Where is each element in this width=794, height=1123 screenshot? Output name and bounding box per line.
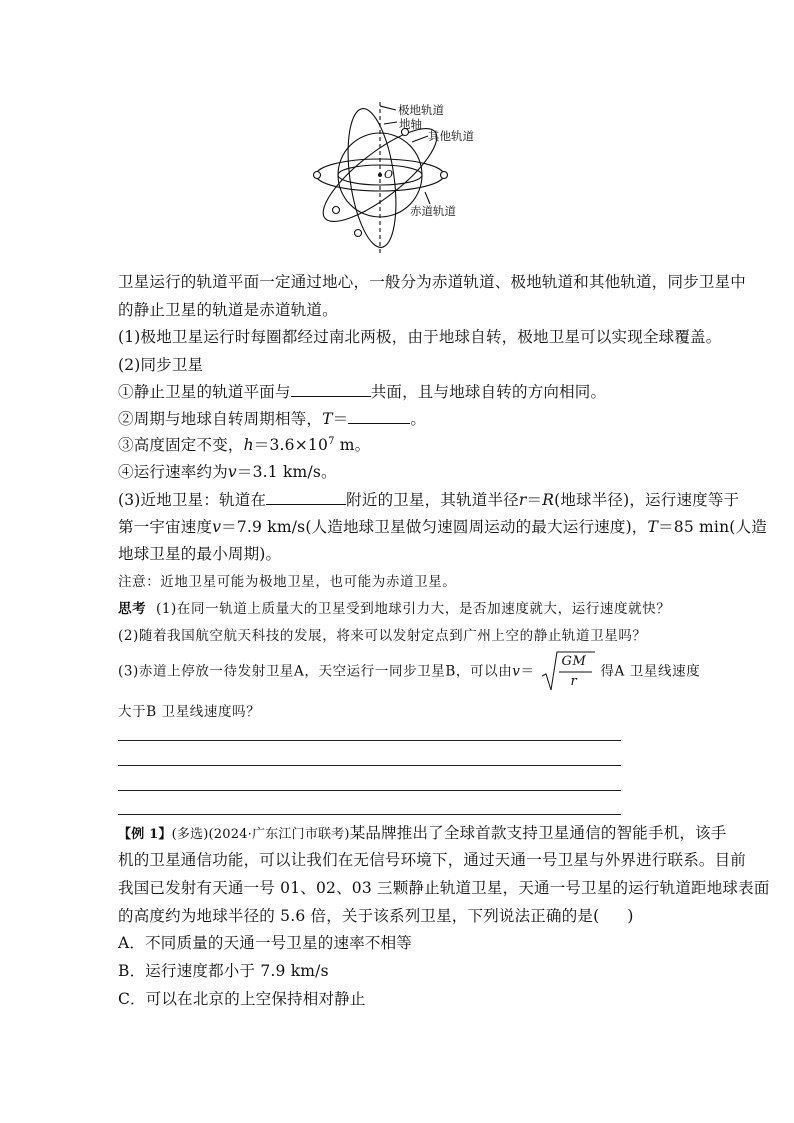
blank-3[interactable]: [266, 490, 346, 505]
sync-heading: (2)同步卫星: [118, 356, 204, 374]
sync-item-4: ④运行速率约为v＝3.1 km/s。: [118, 463, 337, 481]
example-line-1: 【例 1】(多选)(2024·广东江门市联考)某品牌推出了全球首款支持卫星通信的智能手机，该手: [118, 824, 727, 842]
example-tag: 【例 1】: [118, 827, 172, 842]
intro-line-2: 的静止卫星的轨道是赤道轨道。: [118, 301, 338, 319]
option-b[interactable]: B．运行速度都小于 7.9 km/s: [118, 962, 329, 980]
think-q3-line-2: 大于B 卫星线速度吗？: [118, 704, 261, 720]
example-line-4: 的高度约为地球半径的 5.6 倍，关于该系列卫星，下列说法正确的是( ): [118, 907, 634, 925]
orbit-diagram: [300, 96, 500, 261]
satellite-lower-left: [333, 207, 340, 214]
answer-line-2[interactable]: [118, 765, 621, 766]
polar-orbit: [340, 106, 403, 251]
answer-line-1[interactable]: [118, 740, 621, 741]
answer-line-3[interactable]: [118, 790, 621, 791]
think-q3: (3)赤道上停放一待发射卫星A，天空运行一同步卫星B，可以由v＝ GM r 得A 卫星线速度: [118, 650, 700, 694]
near-line-1: (3)近地卫星：轨道在 附近的卫星，其轨道半径r＝R(地球半径)，运行速度等于: [118, 491, 740, 509]
polar-satellite-text: (1)极地卫星运行时每圈都经过南北两极，由于地球自转，极地卫星可以实现全球覆盖。: [118, 328, 722, 346]
label-earth-axis: 地轴: [399, 117, 422, 131]
satellite-left: [314, 172, 321, 179]
label-center: O: [384, 168, 394, 181]
think-label: 思考: [118, 601, 147, 617]
example-line-2: 机的卫星通信功能，可以让我们在无信号环境下，通过天通一号卫星与外界进行联系。目前: [118, 851, 747, 869]
intro-line-1: 卫星运行的轨道平面一定通过地心，一般分为赤道轨道、极地轨道和其他轨道，同步卫星中: [118, 273, 747, 291]
satellite-right: [441, 172, 448, 179]
sqrt-formula: GM r: [540, 650, 596, 694]
label-other-orbit: 其他轨道: [428, 129, 474, 143]
option-c[interactable]: C．可以在北京的上空保持相对静止: [118, 990, 366, 1008]
answer-line-4[interactable]: [118, 814, 621, 815]
note-text: 注意：近地卫星可能为极地卫星，也可能为赤道卫星。: [118, 574, 457, 590]
option-a[interactable]: A．不同质量的天通一号卫星的速率不相等: [118, 934, 412, 952]
sync-item-2: ②周期与地球自转周期相等，T＝ 。: [118, 410, 427, 428]
sync-item-1: ①静止卫星的轨道平面与 共面，且与地球自转的方向相同。: [118, 383, 607, 401]
example-line-3: 我国已发射有天通一号 01、02、03 三颗静止轨道卫星，天通一号卫星的运行轨道距地球表面: [118, 879, 770, 897]
blank-1[interactable]: [291, 382, 371, 397]
satellite-bottom: [355, 230, 362, 237]
think-q1: 思考 (1)在同一轨道上质量大的卫星受到地球引力大，是否加速度就大，运行速度就快？: [118, 601, 671, 617]
near-line-3: 地球卫星的最小周期)。: [118, 545, 282, 563]
near-line-2: 第一宇宙速度v＝7.9 km/s(人造地球卫星做匀速圆周运动的最大运行速度)，T＝85 min(人造: [118, 518, 767, 536]
sync-item-3: ③高度固定不变，$h=3.6\times 10^7$ m。: [118, 435, 371, 454]
label-equatorial-orbit: 赤道轨道: [410, 204, 456, 218]
blank-2[interactable]: [348, 409, 410, 424]
label-polar-orbit: 极地轨道: [398, 103, 444, 117]
think-q2: (2)随着我国航空航天科技的发展，将来可以发射定点到广州上空的静止轨道卫星吗？: [118, 628, 647, 644]
